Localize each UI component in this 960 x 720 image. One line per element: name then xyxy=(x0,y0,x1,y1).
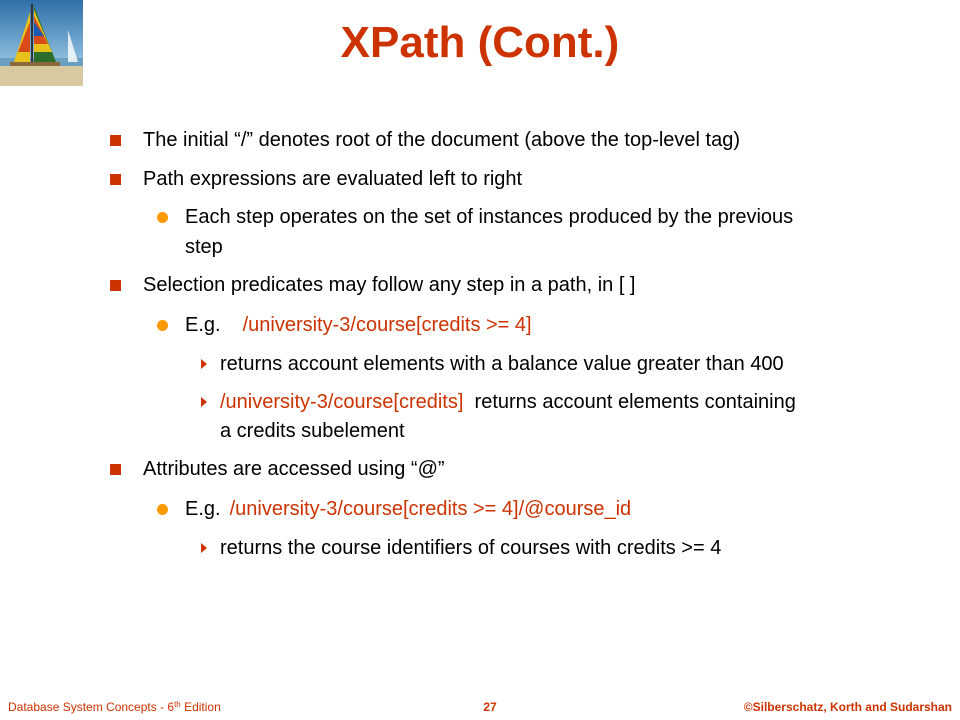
bullet-text: returns account elements with a balance value greater than 400 xyxy=(220,353,784,375)
bullet-text-continuation: a credits subelement xyxy=(220,420,405,442)
xpath-expression: /university-3/course[credits >= 4]/@course_id xyxy=(229,498,632,520)
triangle-bullet xyxy=(201,543,207,553)
footer-book-title xyxy=(8,700,221,714)
example-prefix: E.g. xyxy=(185,314,221,336)
xpath-expression: /university-3/course[credits] xyxy=(220,391,464,413)
bullet-text: returns the course identifiers of courses with credits >= 4 xyxy=(220,537,722,559)
circle-bullet xyxy=(157,504,168,515)
bullet-text-rest: returns account elements containing xyxy=(463,391,796,413)
bullet-text: Each step operates on the set of instances produced by the previous xyxy=(185,206,794,228)
triangle-bullet xyxy=(201,397,207,407)
bullet-text xyxy=(185,311,532,340)
page-number: 27 xyxy=(483,700,497,714)
footer-copyright: ©Silberschatz, Korth and Sudarshan xyxy=(743,700,952,714)
triangle-bullet xyxy=(201,359,207,369)
bullet-text-continuation: step xyxy=(185,236,223,258)
bullet-text: The initial “/” denotes root of the document (above the top-level tag) xyxy=(143,129,741,151)
bullet-text: Path expressions are evaluated left to right xyxy=(143,168,523,190)
footer-edition-text: Edition xyxy=(180,700,221,714)
square-bullet xyxy=(110,280,121,291)
slide-title: XPath (Cont.) xyxy=(340,18,620,67)
footer-book-text: Database System Concepts - 6 xyxy=(8,700,175,714)
bullet-text: Selection predicates may follow any step in a path, in [ ] xyxy=(143,274,636,296)
example-prefix: E.g. xyxy=(185,498,221,520)
bullet-text: Attributes are accessed using “@” xyxy=(143,458,445,480)
bullet-text xyxy=(185,495,631,524)
bullet-text xyxy=(220,388,796,417)
circle-bullet xyxy=(157,320,168,331)
square-bullet xyxy=(110,174,121,185)
square-bullet xyxy=(110,135,121,146)
xpath-expression: /university-3/course[credits >= 4] xyxy=(242,314,532,336)
square-bullet xyxy=(110,464,121,475)
circle-bullet xyxy=(157,212,168,223)
footer-edition-sup: th xyxy=(174,700,181,709)
